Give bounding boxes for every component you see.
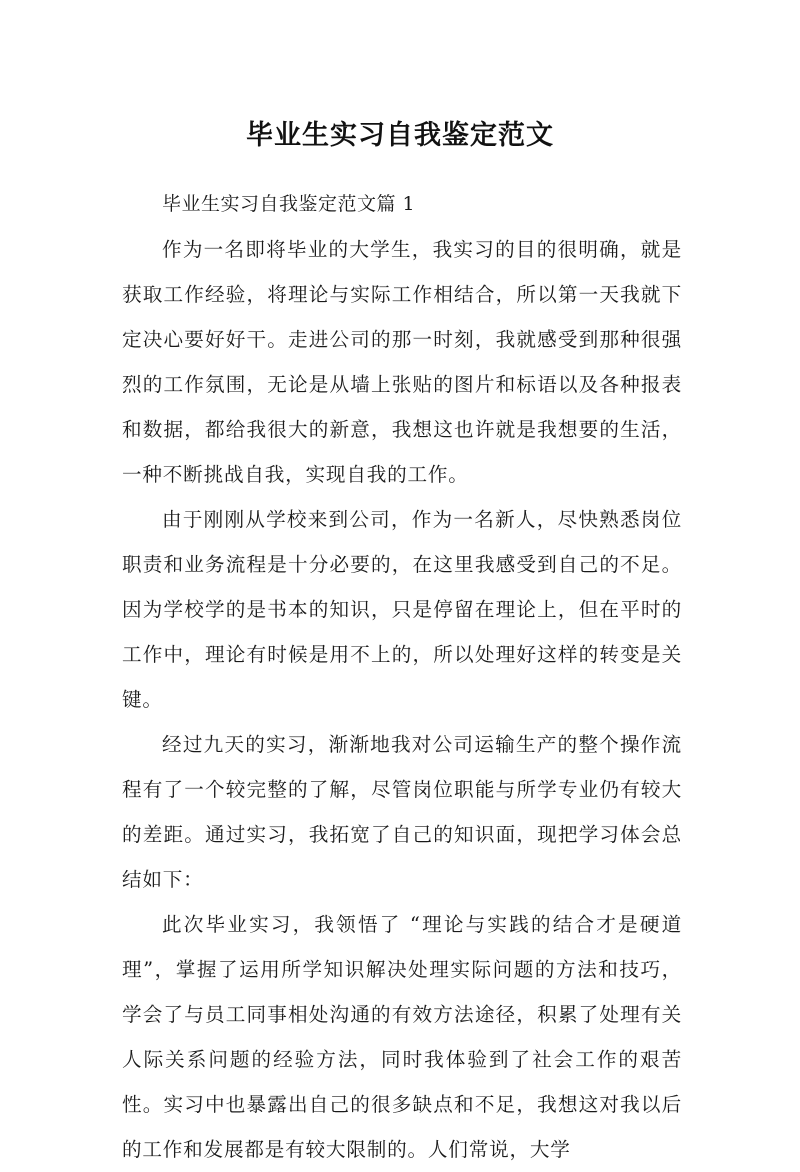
- document-body: [122, 182, 682, 1172]
- paragraph-3: 经过九天的实习，渐渐地我对公司运输生产的整个操作流程有了一个较完整的了解，尽管岗位职能与所学专业仍有较大的差距。通过实习，我拓宽了自己的知识面，现把学习体会总结如下：: [122, 733, 682, 891]
- paragraph-1: 作为一名即将毕业的大学生，我实习的目的很明确，就是获取工作经验，将理论与实际工作相结合，所以第一天我就下定决心要好好干。走进公司的那一时刻，我就感受到那种很强烈的工作氛围，无论是从墙上张贴的图片和标语以及各种报表和数据，都给我很大的新意，我想这也许就是我想要的生活，一种不断挑战自我，实现自我的工作。: [122, 238, 682, 486]
- document-title: 毕业生实习自我鉴定范文: [246, 120, 554, 152]
- section-heading: 毕业生实习自我鉴定范文篇 1: [162, 193, 416, 215]
- paragraph-4: 此次毕业实习，我领悟了 “理论与实践的结合才是硬道理”，掌握了运用所学知识解决处理实际问题的方法和技巧，学会了与员工同事相处沟通的有效方法途径，积累了处理有关人际关系问题的经验方法，同时我体验到了社会工作的艰苦性。实习中也暴露出自己的很多缺点和不足，我想这对我以后的工作和发展都是有较大限制的。人们常说，大学: [122, 913, 682, 1161]
- paragraph-2: 由于刚刚从学校来到公司，作为一名新人，尽快熟悉岗位职责和业务流程是十分必要的，在这里我感受到自己的不足。因为学校学的是书本的知识，只是停留在理论上，但在平时的工作中，理论有时候是用不上的，所以处理好这样的转变是关键。: [122, 508, 682, 711]
